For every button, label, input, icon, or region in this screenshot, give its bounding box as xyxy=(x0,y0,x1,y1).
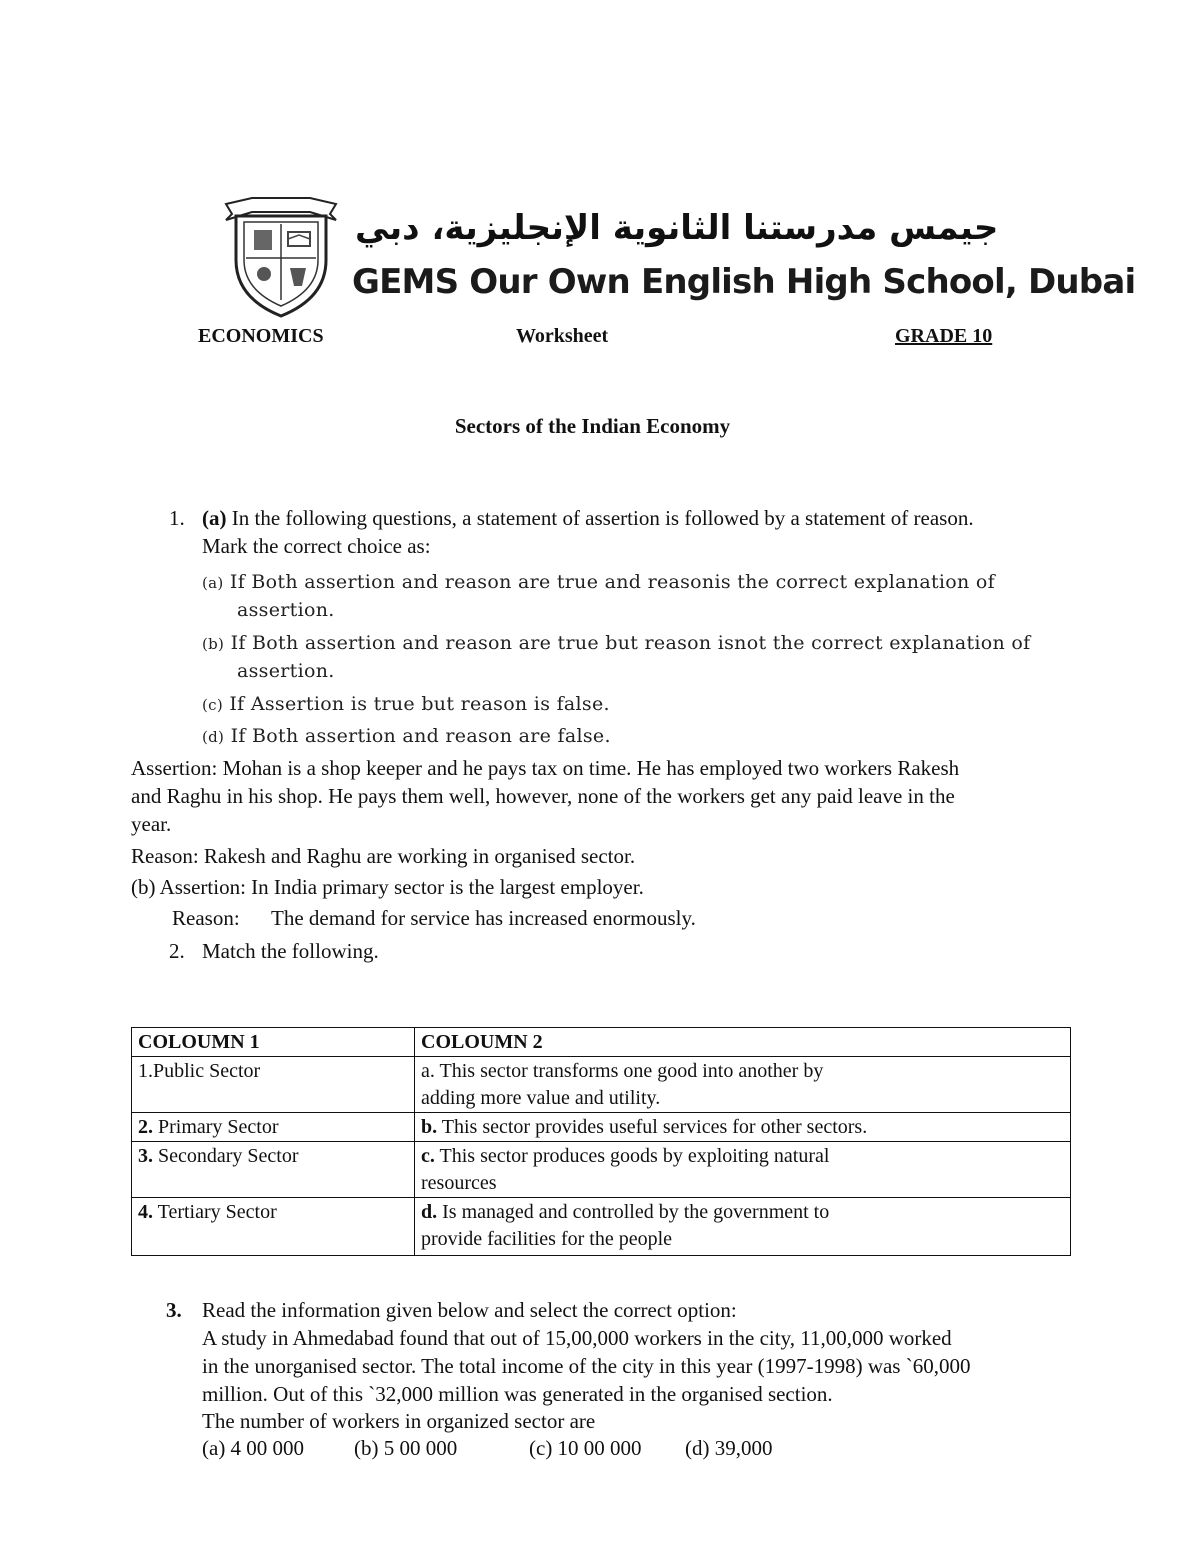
choice-option: (c) If Assertion is true but reason is false. xyxy=(202,693,610,715)
question-number: 1. xyxy=(169,506,185,530)
worksheet-title: Sectors of the Indian Economy xyxy=(454,414,731,438)
table-cell: 1.Public Sector xyxy=(132,1057,415,1113)
intro-text: In the following questions, a statement of assertion is followed by a statement of reason. xyxy=(226,506,974,530)
assertion-text-line2: and Raghu in his shop. He pays them well, however, none of the workers get any paid leave in the xyxy=(131,784,955,808)
reason-b-label: Reason: xyxy=(172,906,240,930)
answer-option: (b) 5 00 000 xyxy=(354,1436,458,1460)
answer-option: (d) 39,000 xyxy=(685,1436,773,1460)
question-intro xyxy=(202,504,974,532)
passage-line: in the unorganised sector. The total income of the city in this year (1997-1998) was `60,000 xyxy=(202,1354,971,1378)
school-name-english: GEMS Our Own English High School, Dubai xyxy=(352,262,1136,302)
table-row xyxy=(132,1057,1071,1113)
answer-option: (a) 4 00 000 xyxy=(202,1436,305,1460)
school-crest-logo xyxy=(222,190,340,320)
table-header-row xyxy=(132,1028,1071,1057)
passage-line: A study in Ahmedabad found that out of 15,00,000 workers in the city, 11,00,000 worked xyxy=(202,1326,952,1350)
answer-option: (c) 10 00 000 xyxy=(529,1436,642,1460)
table-cell: d. Is managed and controlled by the government to provide facilities for the people xyxy=(415,1198,1071,1256)
question-number: 3. xyxy=(166,1298,182,1322)
table-header-cell: COLOUMN 2 xyxy=(415,1028,1071,1057)
table-row xyxy=(132,1113,1071,1142)
choice-option-continued: assertion. xyxy=(237,599,335,621)
passage-line: million. Out of this `32,000 million was generated in the organised section. xyxy=(202,1382,833,1406)
grade-label: GRADE 10 xyxy=(895,325,993,347)
choice-option: (b) If Both assertion and reason are true but reason isnot the correct explanation of xyxy=(202,632,1031,654)
table-cell: 4. Tertiary Sector xyxy=(132,1198,415,1256)
table-row xyxy=(132,1142,1071,1198)
question-number: 2. xyxy=(169,939,185,963)
assertion-text-line3: year. xyxy=(131,812,172,836)
table-cell: a. This sector transforms one good into another by adding more value and utility. xyxy=(415,1057,1071,1113)
table-cell: 2. Primary Sector xyxy=(132,1113,415,1142)
table-row xyxy=(132,1198,1071,1256)
subject-label: ECONOMICS xyxy=(198,325,324,347)
choice-option: (a) If Both assertion and reason are true and reasonis the correct explanation of xyxy=(202,571,995,593)
question-text: Read the information given below and select the correct option: xyxy=(202,1298,737,1322)
school-name-arabic: جيمس مدرستنا الثانوية الإنجليزية، دبي xyxy=(355,208,999,248)
assertion-text: Assertion: Mohan is a shop keeper and he pays tax on time. He has employed two workers Rakesh xyxy=(131,756,960,780)
intro-text-line2: Mark the correct choice as: xyxy=(202,534,431,558)
reason-text: Reason: Rakesh and Raghu are working in organised sector. xyxy=(131,844,636,868)
reason-b-text: The demand for service has increased enormously. xyxy=(271,906,696,930)
table-cell: b. This sector provides useful services for other sectors. xyxy=(415,1113,1071,1142)
choice-option: (d) If Both assertion and reason are false. xyxy=(202,725,611,747)
table-header-cell: COLOUMN 1 xyxy=(132,1028,415,1057)
table-cell: c. This sector produces goods by exploiting natural resources xyxy=(415,1142,1071,1198)
question-prompt: The number of workers in organized sector are xyxy=(202,1409,596,1433)
table-cell: 3. Secondary Sector xyxy=(132,1142,415,1198)
part-label: (a) xyxy=(202,506,227,530)
assertion-b-text: (b) Assertion: In India primary sector is the largest employer. xyxy=(131,875,644,899)
document-type-label: Worksheet xyxy=(516,325,609,347)
match-table xyxy=(131,1027,1071,1256)
question-text: Match the following. xyxy=(202,939,379,963)
choice-option-continued: assertion. xyxy=(237,660,335,682)
